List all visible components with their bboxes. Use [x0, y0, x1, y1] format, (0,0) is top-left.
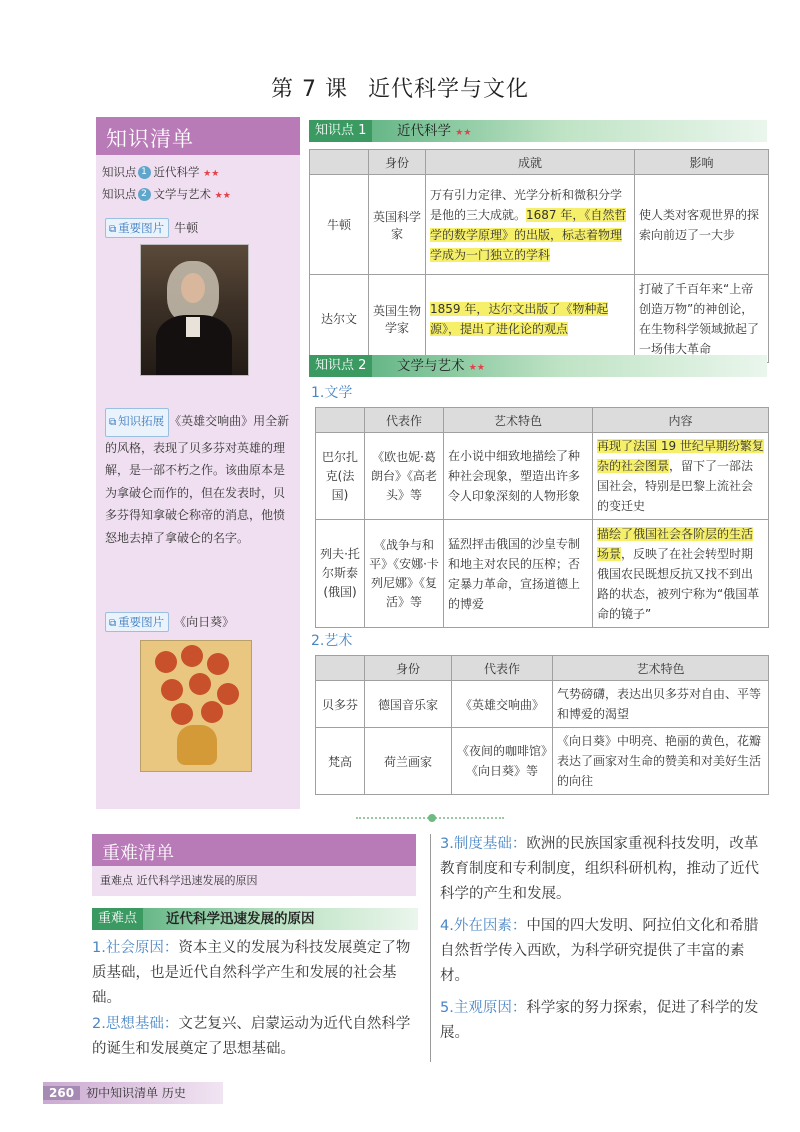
sidebar-item-2: 知识点 2 文学与艺术 ★★	[102, 187, 231, 201]
sunflowers-painting	[140, 640, 252, 772]
page-number: 260	[43, 1086, 80, 1100]
newton-portrait	[140, 244, 249, 376]
difficult-point-1: 1.社会原因：资本主义的发展为科技发展奠定了物质基础，也是近代自然科学产生和发展的社会基础。	[92, 940, 411, 1006]
expand-icon: ⧉	[109, 417, 117, 428]
kp1-bar: 知识点 1 近代科学 ★★	[309, 120, 767, 142]
star-icon: ★★	[455, 128, 472, 138]
page-footer	[43, 1082, 223, 1104]
difficult-header: 重难清单	[92, 834, 416, 866]
kp2-bar: 知识点 2 文学与艺术 ★★	[309, 355, 767, 377]
star-icon: ★★	[214, 191, 231, 201]
difficult-point-5: 5.主观原因：科学家的努力探索，促进了科学的发展。	[440, 1000, 759, 1041]
difficult-point-4: 4.外在因素：中国的四大发明、阿拉伯文化和希腊自然哲学传入西欧，为科学研究提供了丰富的素材。	[440, 918, 759, 984]
column-rule	[430, 834, 431, 1062]
sidebar-header: 知识清单	[96, 117, 300, 155]
picture-icon: ⧉	[109, 224, 117, 235]
art-subtitle: 2.艺术	[311, 633, 353, 649]
art-table: 身份 代表作 艺术特色 贝多芬 德国音乐家 《英雄交响曲》 气势磅礴，表达出贝多芬对自由、平等和博爱的渴望 梵高 荷兰画家 《夜间的咖啡馆》《向日葵》等 《向日葵》中明亮、艳丽的黄色，花瓣表达了画家对生命的赞美和对美好生活的向往	[315, 655, 769, 795]
important-picture-1: ⧉ 重要图片 牛顿	[105, 218, 198, 238]
divider-dot	[428, 814, 436, 822]
page-title	[0, 72, 800, 103]
difficult-point-3: 3.制度基础：欧洲的民族国家重视科技发明，改革教育制度和专利制度，组织科研机构，推动了近代科学的产生和发展。	[440, 836, 759, 902]
star-icon: ★★	[203, 169, 220, 179]
sidebar-item-1: 知识点 1 近代科学 ★★	[102, 165, 220, 179]
star-icon: ★★	[468, 363, 485, 373]
difficult-bar: 重难点 近代科学迅速发展的原因	[92, 908, 418, 930]
sidebar-list	[102, 162, 231, 206]
literature-subtitle: 1.文学	[311, 385, 353, 401]
book-title: 初中知识清单 历史	[86, 1086, 186, 1100]
picture-icon: ⧉	[109, 618, 117, 629]
important-picture-2: ⧉ 重要图片 《向日葵》	[105, 612, 234, 632]
difficult-point-2: 2.思想基础：文艺复兴、启蒙运动为近代自然科学的诞生和发展奠定了思想基础。	[92, 1016, 411, 1057]
lesson-name: 近代科学与文化	[367, 77, 529, 102]
difficult-list: 重难点 近代科学迅速发展的原因	[92, 866, 416, 896]
literature-table: 代表作 艺术特色 内容 巴尔扎克(法国) 《欧也妮·葛朗台》《高老头》等 在小说中细致地描绘了种种社会现象，塑造出许多令人印象深刻的人物形象 再现了法国 19 世纪早期纷繁复杂的社会图景，留下了一部法国社会，特别是巴黎上流社会的变迁史 列夫·托尔斯泰(俄国) 《战争与和平》《安娜·卡列尼娜》《复活》等 猛烈抨击俄国的沙皇专制和地主对农民的压榨；否定暴力革命，宣扬道德上的博爱 描绘了俄国社会各阶层的生活场景，反映了在社会转型时期俄国农民既想反抗又找不到出路的状态，被列宁称为“俄国革命的镜子”	[315, 407, 769, 628]
lesson-number: 第 7 课	[271, 77, 348, 102]
science-table: 身份 成就 影响 牛顿 英国科学家 万有引力定律、光学分析和微积分学是他的三大成就。1687 年，《自然哲学的数学原理》的出版，标志着物理学成为一门独立的学科 使人类对客观世界的探索向前迈了一大步 达尔文 英国生物学家 1859 年，达尔文出版了《物种起源》，提出了进化论的观点 打破了千百年来“上帝创造万物”的神创论，在生物科学领域掀起了一场伟大革命	[309, 149, 769, 363]
knowledge-expand: ⧉ 知识拓展 《英雄交响曲》用全新的风格，表现了贝多芬对英雄的理解，是一部不朽之作。该曲原本是为拿破仑而作的，但在发表时，贝多芬得知拿破仑称帝的消息，他愤怒地去掉了拿破仑的名字。	[105, 408, 295, 549]
